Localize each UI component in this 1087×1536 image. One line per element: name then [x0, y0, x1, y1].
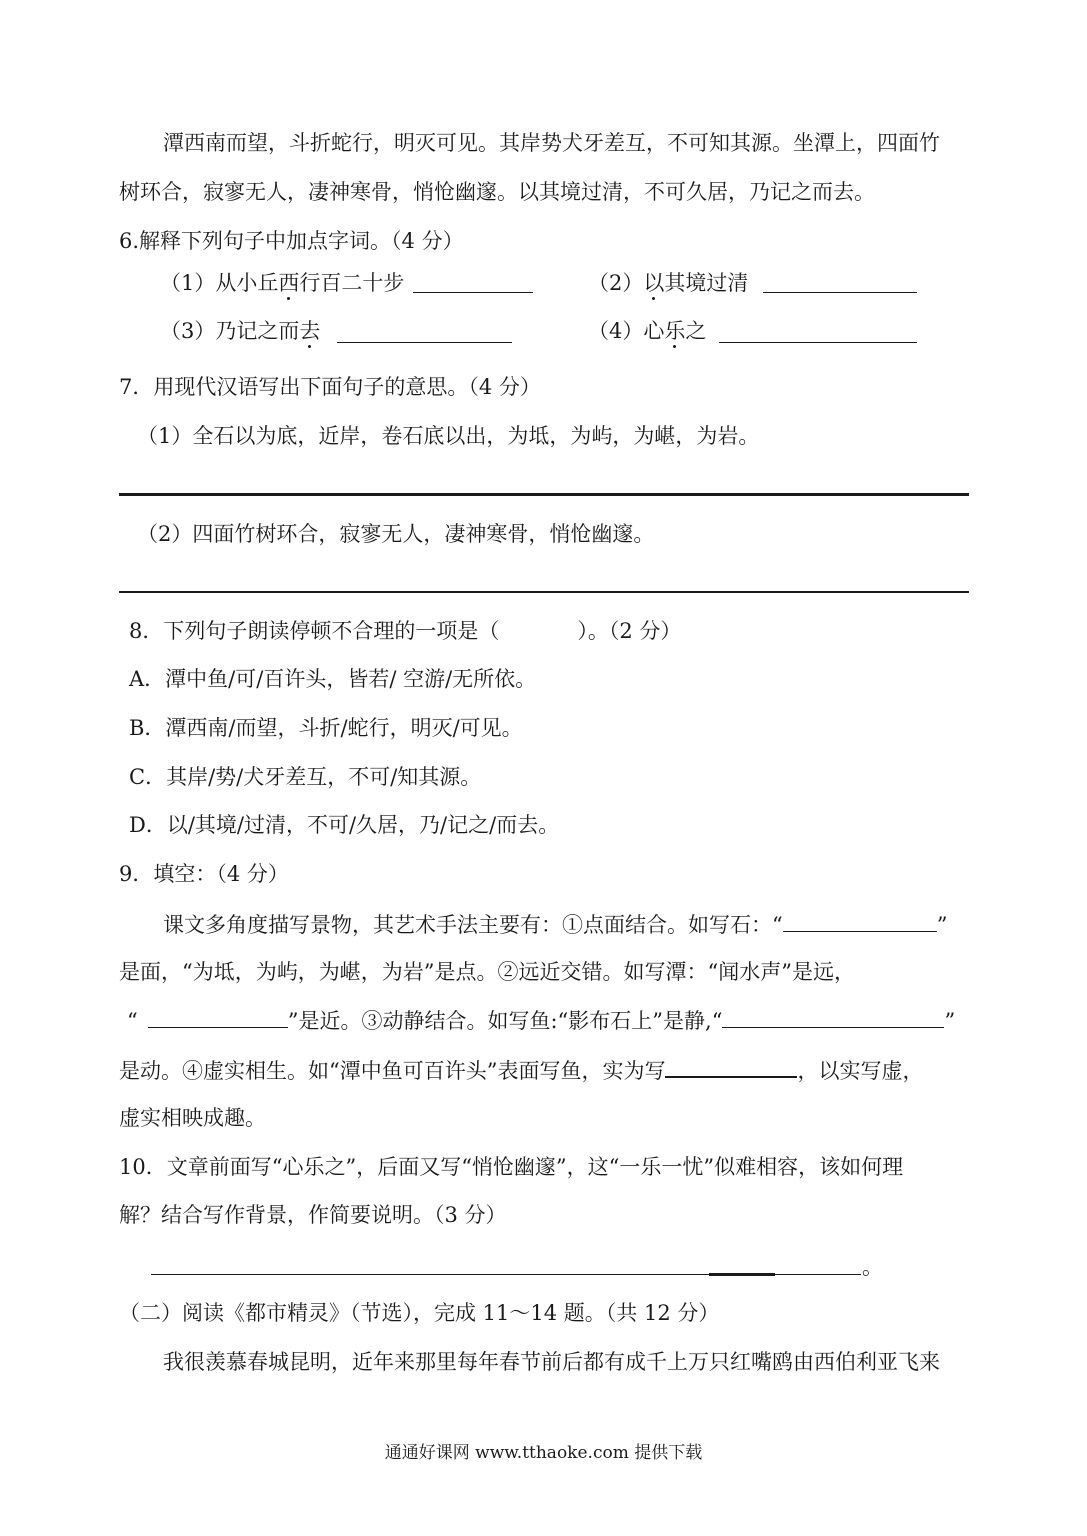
- q6-item-text: 其境过清: [664, 271, 749, 295]
- question-6-stem: 6.解释下列句子中加点字词。（4 分）: [119, 229, 464, 253]
- question-10-stem: 解？结合写作背景，作简要说明。（3 分）: [119, 1203, 507, 1227]
- answer-blank[interactable]: [783, 909, 937, 932]
- q9-line: 是面，“为坻，为屿，为嵁，为岩”是点。②远近交错。如写潭：“闻水声”是远，: [119, 960, 855, 984]
- q9-text: ”: [936, 913, 948, 937]
- q6-item-text: （3）乃记之而: [160, 319, 300, 343]
- answer-line[interactable]: [119, 493, 969, 496]
- section-heading: （二）阅读《都市精灵》（节选），完成 11～14 题。（共 12 分）: [119, 1301, 720, 1325]
- q9-text: ”是近。③动静结合。如写鱼:“影布石上”是静,“: [287, 1009, 723, 1033]
- page-footer: 通通好课网 www.tthaoke.com 提供下载: [384, 1443, 703, 1463]
- q9-text: 课文多角度描写景物，其艺术手法主要有：①点面结合。如写石：“: [163, 913, 783, 937]
- emphasis-dot-char: 以: [643, 271, 665, 295]
- q9-text: 是动。④虚实相生。如“潭中鱼可百许头”表面写鱼，实为写: [119, 1059, 666, 1083]
- q8-option-a: A．潭中鱼/可/百许头，皆若/ 空游/无所依。: [129, 667, 537, 691]
- q8-stem-text: ）。（2 分）: [577, 619, 682, 643]
- answer-blank[interactable]: [337, 320, 512, 343]
- q6-item-text: （2）: [588, 271, 644, 295]
- q6-item-3: [160, 316, 320, 346]
- passage-line: 潭西南而望，斗折蛇行，明灭可见。其岸势犬牙差互，不可知其源。坐潭上，四面竹: [163, 131, 940, 155]
- q7-sentence-2: （2）四面竹树环合，寂寥无人，凄神寒骨，悄怆幽邃。: [137, 522, 655, 546]
- q9-line: [127, 1005, 955, 1036]
- answer-blank[interactable]: [665, 1054, 797, 1078]
- answer-blank[interactable]: [148, 1005, 288, 1028]
- q6-item-text: 之: [685, 319, 707, 343]
- answer-blank[interactable]: [719, 320, 917, 343]
- emphasis-dot-char: 乐: [664, 319, 686, 343]
- q6-item-text: （1）从小丘: [160, 271, 279, 295]
- question-10-stem: 10．文章前面写“心乐之”，后面又写“悄怆幽邃”，这“一乐一忧”似难相容，该如何理: [119, 1155, 904, 1179]
- passage-line: 树环合，寂寥无人，凄神寒骨，悄怆幽邃。以其境过清，不可久居，乃记之而去。: [119, 180, 875, 204]
- question-8-stem: [129, 616, 681, 646]
- q9-line: [163, 909, 947, 940]
- q8-option-c: C．其岸/势/犬牙差互，不可/知其源。: [129, 765, 482, 789]
- q6-item-text: 行百二十步: [299, 271, 405, 295]
- q8-stem-text: 8．下列句子朗读停顿不合理的一项是（: [129, 619, 500, 643]
- answer-line-segment: [709, 1273, 775, 1276]
- q8-option-b: B．潭西南/而望，斗折/蛇行，明灭/可见。: [129, 716, 523, 740]
- q7-sentence-1: （1）全石以为底，近岸，卷石底以出，为坻，为屿，为嵁，为岩。: [137, 424, 760, 448]
- q6-item-1: [160, 268, 404, 298]
- answer-blank[interactable]: [413, 270, 533, 293]
- q6-item-text: （4）心: [588, 319, 665, 343]
- q9-line: [119, 1054, 923, 1086]
- q9-text: ，以实写虚，: [797, 1059, 924, 1083]
- q9-line: 虚实相映成趣。: [119, 1106, 266, 1130]
- question-7-stem: 7．用现代汉语写出下面句子的意思。（4 分）: [119, 375, 541, 399]
- answer-blank[interactable]: [722, 1005, 944, 1028]
- q9-text: ”: [944, 1009, 956, 1033]
- q8-option-d: D．以/其境/过清，不可/久居，乃/记之/而去。: [129, 813, 560, 837]
- q6-item-2: [588, 268, 748, 298]
- answer-line[interactable]: [119, 591, 969, 593]
- q9-text: “: [127, 1009, 138, 1033]
- question-9-stem: 9．填空：（4 分）: [119, 862, 289, 886]
- answer-blank[interactable]: [763, 270, 917, 293]
- section-paragraph: 我很羡慕春城昆明，近年来那里每年春节前后都有成千上万只红嘴鸥由西伯利亚飞来: [163, 1350, 940, 1374]
- emphasis-dot-char: 西: [278, 271, 300, 295]
- q10-end-mark: 。: [862, 1255, 883, 1279]
- q6-item-4: [588, 316, 706, 346]
- emphasis-dot-char: 去: [299, 319, 321, 343]
